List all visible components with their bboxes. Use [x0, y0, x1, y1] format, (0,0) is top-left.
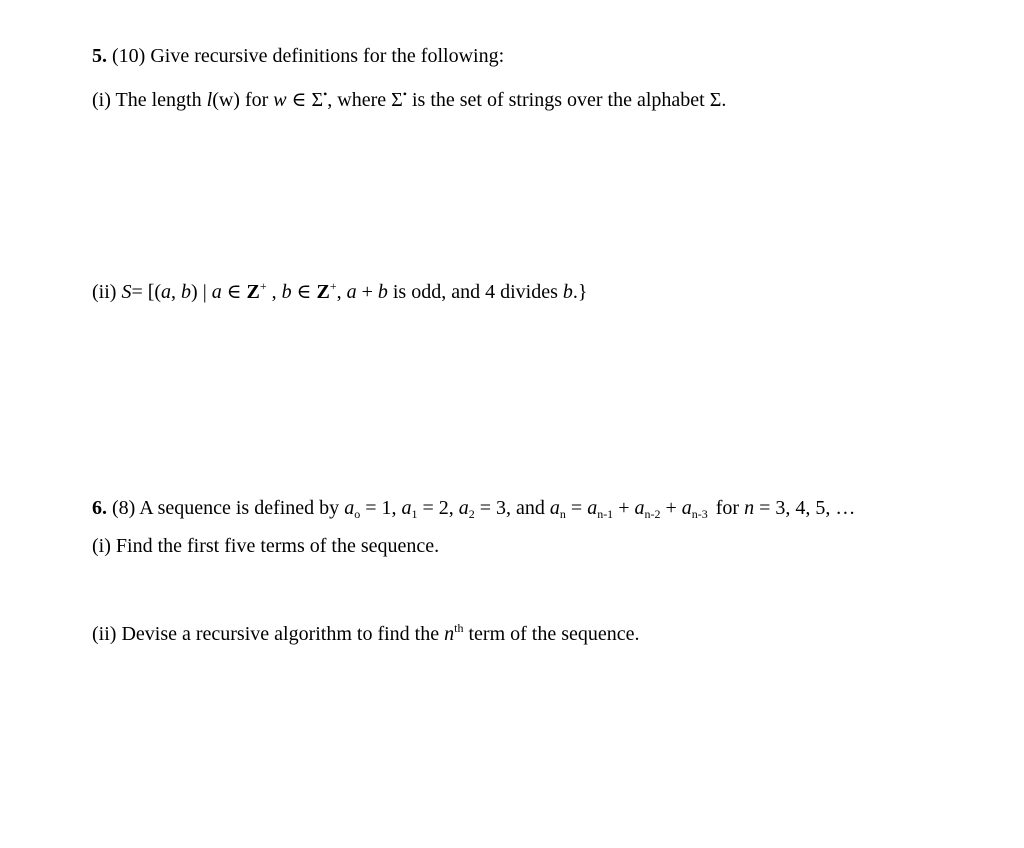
question-6-part-ii — [92, 622, 640, 646]
question-6-number: 6. — [92, 497, 107, 519]
text: is the set of strings over the alphabet Σ. — [411, 89, 727, 111]
text: = 3, and — [474, 497, 550, 519]
text: Find the first five terms of the sequence. — [115, 535, 440, 557]
element-of-symbol: ∈ — [291, 281, 317, 303]
subscript: o — [354, 507, 361, 521]
question-6-part-i — [92, 534, 439, 558]
subscript: n-2 — [644, 507, 661, 521]
text: = 1, — [360, 497, 402, 519]
sigma-symbol: Σ — [311, 89, 324, 111]
text: = 3, 4, 5, … — [754, 497, 856, 519]
question-5-number: 5. — [92, 45, 107, 67]
math-n: n — [744, 497, 755, 519]
question-5-header — [92, 44, 504, 68]
math-l: l — [206, 89, 213, 111]
subscript: n — [559, 507, 566, 521]
math-b: b — [377, 281, 388, 303]
text: , where — [327, 89, 387, 111]
subscript: n-3 — [691, 507, 708, 521]
math-a: a — [458, 497, 469, 519]
text: , — [266, 281, 282, 303]
question-6-header — [92, 496, 855, 520]
part-label: (ii) — [92, 281, 117, 303]
math-b: b — [181, 281, 192, 303]
text: for — [715, 497, 740, 519]
part-label: (i) — [92, 89, 111, 111]
math-b: b — [562, 281, 573, 303]
subscript: 2 — [468, 507, 475, 521]
plus-superscript: + — [329, 279, 337, 293]
math-a: a — [401, 497, 412, 519]
text: = [( — [131, 281, 162, 303]
plus-superscript: + — [259, 279, 267, 293]
math-a: a — [161, 281, 172, 303]
question-5-intro: Give recursive definitions for the following: — [150, 45, 505, 67]
text: A sequence is defined by — [139, 497, 340, 519]
question-5-part-i — [92, 88, 726, 112]
part-label: (ii) — [92, 623, 117, 645]
integers-symbol: Z — [316, 281, 330, 303]
th-superscript: th — [454, 621, 464, 635]
question-6-points: (8) — [112, 497, 136, 519]
part-label: (i) — [92, 535, 111, 557]
element-of-symbol: ∈ — [221, 281, 247, 303]
math-a: a — [681, 497, 692, 519]
math-a: a — [344, 497, 355, 519]
subscript: 1 — [411, 507, 418, 521]
kleene-star: • — [323, 87, 328, 101]
integers-symbol: Z — [246, 281, 260, 303]
question-5-part-ii — [92, 280, 587, 304]
text: ) | — [191, 281, 212, 303]
math-a: a — [587, 497, 598, 519]
text: term of the sequence. — [463, 623, 640, 645]
text: = 2, — [417, 497, 459, 519]
plus-sign: + — [356, 281, 378, 303]
sigma-symbol: Σ — [391, 89, 403, 111]
text: Devise a recursive algorithm to find the — [121, 623, 440, 645]
math-a: a — [346, 281, 357, 303]
math-a: a — [211, 281, 222, 303]
text: is odd, and 4 divides — [387, 281, 563, 303]
text: for — [244, 89, 269, 111]
text: The length — [115, 89, 202, 111]
math-w: w — [273, 89, 287, 111]
element-of-symbol: ∈ — [291, 89, 307, 111]
plus-sign: + — [613, 497, 635, 519]
plus-sign: + — [660, 497, 682, 519]
math-a: a — [549, 497, 560, 519]
kleene-star: • — [402, 87, 407, 101]
math-a: a — [634, 497, 645, 519]
subscript: n-1 — [597, 507, 614, 521]
question-5-points: (10) — [112, 45, 146, 67]
comma: , — [171, 281, 177, 303]
math-n: n — [444, 623, 455, 645]
math-w-paren: (w) — [212, 89, 240, 111]
equals-sign: = — [565, 497, 588, 519]
math-b: b — [281, 281, 292, 303]
text: .} — [572, 281, 588, 303]
text: , — [336, 281, 347, 303]
math-S: S — [121, 281, 132, 303]
